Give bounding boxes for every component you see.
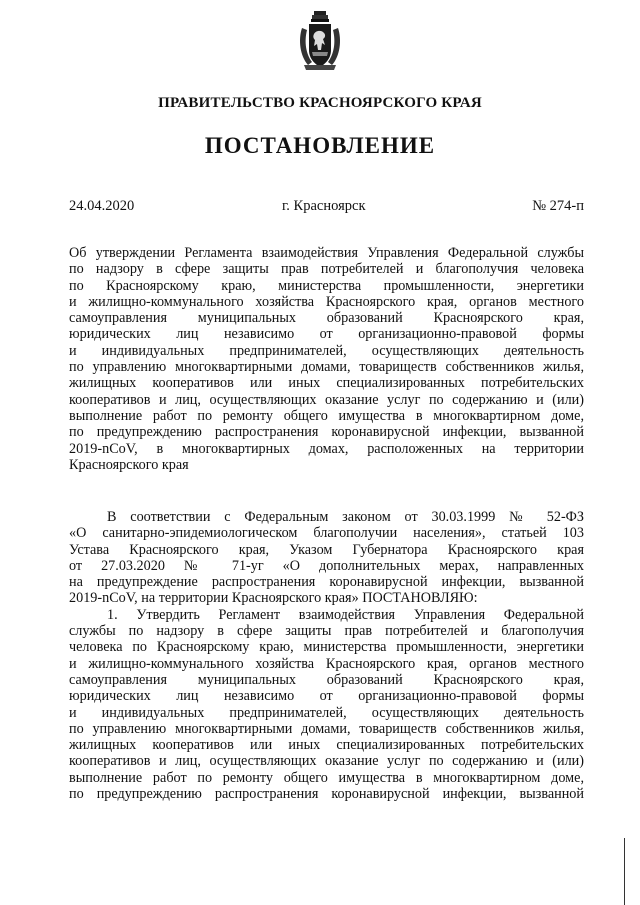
body-line: по управлению многоквартирными домами, товариществ собственников жилья,: [69, 720, 584, 737]
body-line: 1. Утвердить Регламент взаимодействия Управления Федеральной: [107, 606, 584, 623]
subject-line: и жилищно-коммунального хозяйства Красноярского края, органов местного: [69, 293, 584, 310]
document-number: № 274-п: [532, 198, 584, 214]
subject-line: юридических лиц независимо от организационно-правовой формы: [69, 326, 584, 343]
body-line: от 27.03.2020 № 71-уг «О дополнительных мерах, направленных: [69, 557, 584, 574]
subject-line: Об утверждении Регламента взаимодействия Управления Федеральной службы: [69, 245, 584, 261]
subject-line: и индивидуальных предпринимателей, осуществляющих деятельность: [69, 342, 584, 359]
body-line: самоуправления муниципальных образований Красноярского края,: [69, 671, 584, 688]
body-line: и жилищно-коммунального хозяйства Красноярского края, органов местного: [69, 655, 584, 672]
body-line: жилищных кооперативов или иных специализированных потребительских: [69, 737, 584, 754]
subject-line: Красноярского края: [69, 456, 189, 473]
body-line: человека по Красноярскому краю, министерства промышленности, энергетики: [69, 639, 584, 656]
body-line: и индивидуальных предпринимателей, осуществляющих деятельность: [69, 704, 584, 721]
subject-line: по управлению многоквартирными домами, товариществ собственников жилья,: [69, 359, 584, 376]
body-line: службы по надзору в сфере защиты прав потребителей и благополучия: [69, 623, 584, 640]
scan-edge-line: [624, 838, 625, 905]
body-line: по предупреждению распространения коронавирусной инфекции, вызванной: [69, 786, 584, 803]
subject-line: по предупреждению распространения коронавирусной инфекции, вызванной: [69, 424, 584, 441]
body-line: выполнение работ по ремонту общего имущества в многоквартирном доме,: [69, 769, 584, 786]
subject-line: жилищных кооперативов или иных специализированных потребительских: [69, 375, 584, 392]
krasnoyarsk-coat-of-arms-icon: [298, 10, 342, 72]
document-date: 24.04.2020: [69, 198, 135, 214]
body-line: 2019-nCoV, на территории Красноярского края» ПОСТАНОВЛЯЮ:: [69, 590, 478, 607]
subject-line: выполнение работ по ремонту общего имущества в многоквартирном доме,: [69, 407, 584, 424]
body-line: юридических лиц независимо от организационно-правовой формы: [69, 688, 584, 705]
subject-line: 2019-nCoV, в многоквартирных домах, расположенных на территории: [69, 440, 584, 457]
body-line: «О санитарно-эпидемиологическом благополучии населения», статьей 103: [69, 525, 584, 542]
subject-line: кооперативов и лиц, осуществляющих оказание услуг по содержанию и (или): [69, 391, 584, 408]
document-body: [69, 509, 584, 802]
document-subject: [69, 245, 584, 473]
subject-line: самоуправления муниципальных образований Красноярского края,: [69, 310, 584, 327]
body-line: Устава Красноярского края, Указом Губернатора Красноярского края: [69, 541, 584, 558]
body-line: на предупреждение распространения коронавирусной инфекции, вызванной: [69, 574, 584, 591]
subject-line: по Красноярскому краю, министерства промышленности, энергетики: [69, 277, 584, 294]
document-city: г. Красноярск: [282, 198, 366, 214]
body-line: кооперативов и лиц, осуществляющих оказание услуг по содержанию и (или): [69, 753, 584, 770]
body-line: В соответствии с Федеральным законом от 30.03.1999 № 52-ФЗ: [107, 509, 584, 525]
document-type-title: ПОСТАНОВЛЕНИЕ: [204, 133, 436, 158]
subject-line: по надзору в сфере защиты прав потребителей и благополучия человека: [69, 261, 584, 278]
government-name: ПРАВИТЕЛЬСТВО КРАСНОЯРСКОГО КРАЯ: [158, 95, 482, 111]
